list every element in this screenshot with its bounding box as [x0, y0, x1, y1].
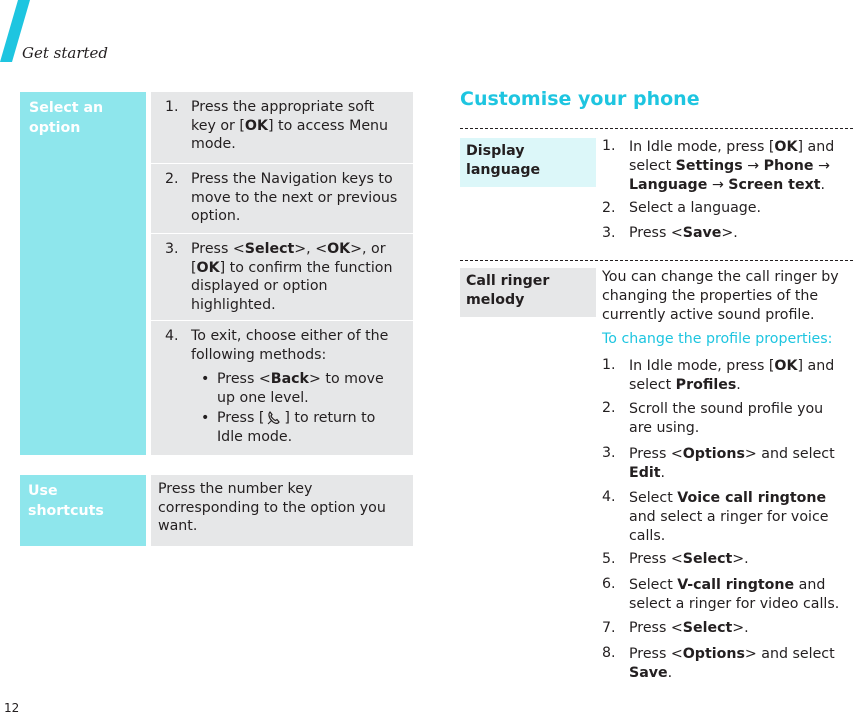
step-line: Scroll the sound profile you — [629, 401, 824, 417]
step-text: ] to return to — [284, 410, 376, 426]
arrow: → — [742, 158, 764, 174]
menu-phone: Phone — [763, 158, 814, 174]
display-language-label — [460, 138, 596, 187]
step-line: To exit, choose either of the — [191, 328, 389, 344]
step-line: and select a ringer for voice — [629, 509, 829, 525]
step-text: and — [794, 577, 826, 593]
use-shortcuts-label — [20, 475, 146, 546]
step-text: . — [736, 377, 741, 393]
step-line: option. — [191, 208, 241, 224]
arrow: → — [707, 177, 729, 193]
step-number: 2. — [602, 200, 616, 216]
label-line: Call ringer — [466, 273, 550, 289]
step-line: key or [ — [191, 117, 245, 134]
ok-key: OK — [196, 259, 220, 276]
intro-line: You can change the call ringer by — [602, 269, 839, 285]
step-line: calls. — [629, 528, 666, 544]
ok-key: OK — [327, 241, 351, 257]
step-number: 2. — [602, 400, 616, 416]
ok-key: OK — [774, 139, 798, 155]
step-number: 6. — [602, 576, 616, 592]
options-key: Options — [682, 646, 745, 662]
step-text: . — [660, 465, 666, 481]
step-text: Press < — [217, 371, 271, 387]
use-shortcuts-label-text: Use shortcuts — [28, 483, 104, 519]
call-ringer-label — [460, 268, 596, 317]
step-line: corresponding to the option you — [158, 499, 386, 516]
step-number: 8. — [602, 645, 616, 661]
step-line: Idle mode. — [217, 428, 293, 445]
step-text: Press < — [191, 241, 245, 257]
step-line: want. — [158, 518, 198, 534]
select-key: Select — [682, 551, 733, 567]
step-line: up one level. — [217, 389, 309, 406]
intro-line: currently active sound profile. — [602, 307, 815, 323]
bullet-dot: • — [201, 371, 210, 387]
section-divider — [460, 260, 853, 261]
step-number: 5. — [602, 551, 616, 567]
options-key: Options — [682, 446, 745, 462]
step-text: >, or — [350, 241, 386, 257]
step-text: In Idle mode, press [ — [629, 358, 775, 374]
step-text: In Idle mode, press [ — [629, 139, 775, 155]
step-text: select — [629, 377, 676, 393]
step-text: Press < — [629, 446, 683, 462]
step-text: > and select — [744, 446, 835, 462]
section-heading: Customise your phone — [460, 88, 700, 110]
step-number: 7. — [602, 620, 616, 636]
step-text: Press < — [629, 646, 683, 662]
select-step-1 — [151, 92, 413, 163]
step-text: > to move — [308, 371, 384, 387]
page-section-title: Get started — [22, 44, 109, 62]
step-number: 1. — [602, 357, 616, 373]
step-text: >, < — [294, 241, 328, 257]
step-text: >. — [732, 620, 749, 636]
step-line: are using. — [629, 420, 700, 436]
step-line: Press the Navigation keys to — [191, 171, 393, 187]
select-key: Select — [244, 241, 295, 257]
phone-end-icon — [266, 409, 282, 425]
menu-screen-text: Screen text — [728, 177, 821, 193]
menu-edit: Edit — [629, 465, 661, 481]
step-text: . — [667, 665, 673, 681]
arrow: → — [813, 158, 830, 174]
step-line: mode. — [191, 136, 236, 152]
step-line: following methods: — [191, 346, 327, 363]
step-number: 1. — [165, 99, 179, 115]
select-step-4 — [151, 321, 413, 455]
step-line: displayed or option — [191, 278, 328, 294]
step-line: highlighted. — [191, 296, 276, 313]
intro-line: changing the properties of the — [602, 288, 819, 304]
menu-language: Language — [629, 177, 708, 193]
bullet-dot: • — [201, 410, 210, 426]
use-shortcuts-description — [151, 475, 413, 546]
step-line: select a ringer for video calls. — [629, 596, 840, 612]
ok-key: OK — [244, 117, 268, 134]
step-line: Press the appropriate soft — [191, 99, 375, 115]
ok-key: OK — [774, 358, 798, 374]
step-line: Press the number key — [158, 481, 313, 497]
step-number: 3. — [602, 445, 616, 461]
step-number: 1. — [602, 138, 616, 154]
step-text: ] to confirm the function — [219, 259, 393, 276]
menu-voice-call-ringtone: Voice call ringtone — [677, 490, 827, 506]
step-text: Press < — [629, 551, 683, 567]
label-line: melody — [466, 292, 525, 308]
label-line: language — [466, 162, 541, 178]
step-number: 3. — [165, 241, 179, 257]
step-number: 3. — [602, 225, 616, 241]
step-text: [ — [191, 259, 197, 276]
step-text: Press [ — [217, 410, 265, 426]
menu-v-call-ringtone: V-call ringtone — [677, 577, 795, 593]
select-option-label-text: Select an option — [29, 100, 104, 136]
save-key: Save — [682, 225, 722, 241]
step-text: select — [629, 158, 676, 174]
step-number: 4. — [602, 489, 616, 505]
step-text: Select a language. — [629, 200, 762, 216]
step-line: move to the next or previous — [191, 189, 398, 206]
page-number: 12 — [4, 701, 20, 715]
menu-profiles: Profiles — [675, 377, 737, 393]
step-text: >. — [732, 551, 749, 567]
step-text: Select — [629, 577, 678, 593]
step-text: Press < — [629, 620, 683, 636]
menu-save: Save — [629, 665, 668, 681]
section-divider — [460, 128, 853, 129]
step-text: Select — [629, 490, 678, 506]
step-text: >. — [721, 225, 738, 241]
step-text: ] and — [797, 139, 835, 155]
procedure-subheading: To change the profile properties: — [602, 331, 833, 347]
step-text: Press < — [629, 225, 683, 241]
step-number: 2. — [165, 171, 179, 187]
select-key: Select — [682, 620, 733, 636]
step-number: 4. — [165, 328, 179, 344]
menu-settings: Settings — [675, 158, 743, 174]
step-line: ] to access Menu — [267, 117, 389, 134]
back-key: Back — [270, 371, 309, 387]
step-text: ] and — [797, 358, 835, 374]
step-text: . — [820, 177, 826, 193]
step-text: > and select — [744, 646, 835, 662]
select-step-3 — [151, 234, 413, 320]
select-option-label — [20, 92, 146, 455]
label-line: Display — [466, 143, 525, 159]
select-step-2 — [151, 164, 413, 233]
